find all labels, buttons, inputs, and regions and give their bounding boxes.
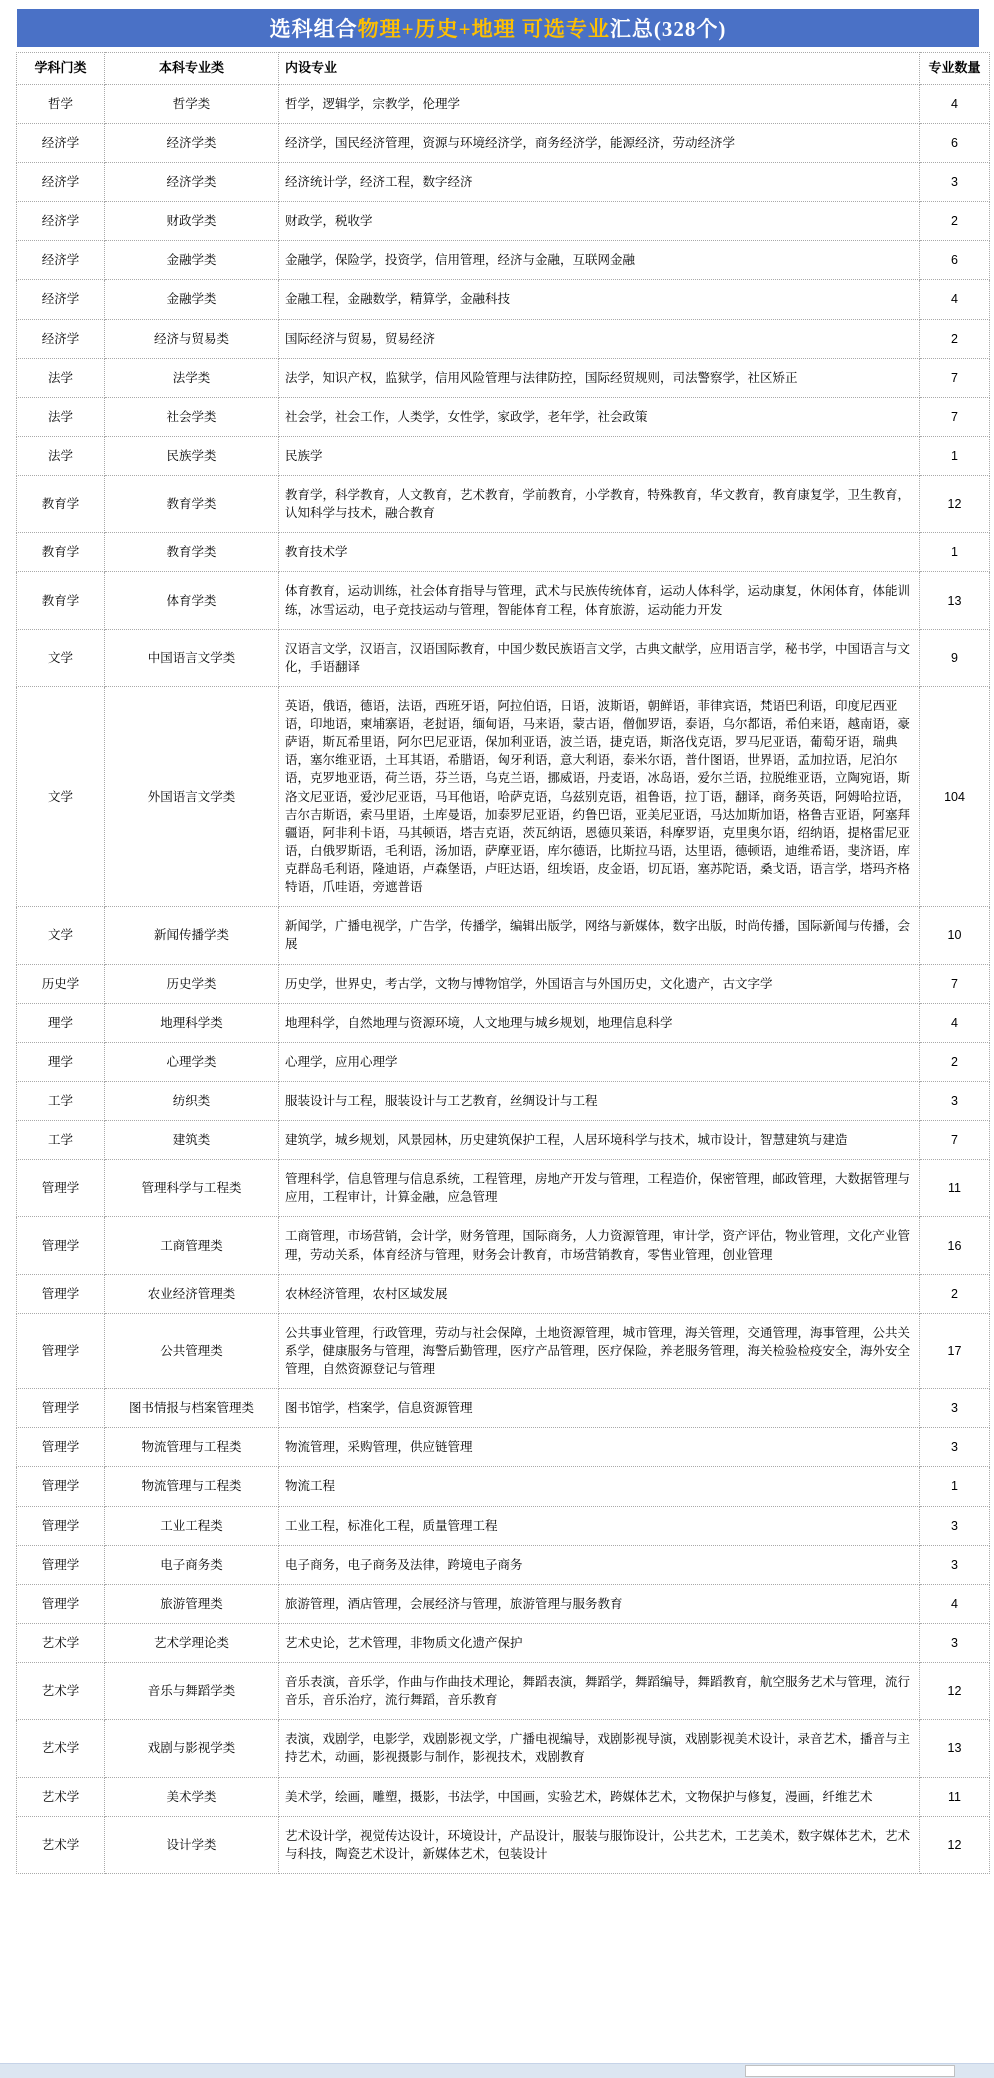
major-count-cell: 1 xyxy=(920,1467,990,1506)
major-count-cell: 7 xyxy=(920,1121,990,1160)
major-class-cell: 金融学类 xyxy=(105,241,279,280)
major-count-cell: 3 xyxy=(920,1506,990,1545)
table-row xyxy=(17,163,990,202)
major-class-cell: 公共管理类 xyxy=(105,1313,279,1388)
major-count-cell: 4 xyxy=(920,1003,990,1042)
majors-cell: 物流工程 xyxy=(279,1467,920,1506)
table-row xyxy=(17,241,990,280)
subject-category-cell: 法学 xyxy=(17,397,105,436)
majors-cell: 金融学，保险学，投资学，信用管理，经济与金融，互联网金融 xyxy=(279,241,920,280)
title-bar xyxy=(17,9,979,47)
table-row xyxy=(17,1003,990,1042)
table-row xyxy=(17,572,990,629)
major-class-cell: 历史学类 xyxy=(105,964,279,1003)
major-count-cell: 2 xyxy=(920,1042,990,1081)
subject-category-cell: 管理学 xyxy=(17,1584,105,1623)
table-row xyxy=(17,319,990,358)
subject-category-cell: 教育学 xyxy=(17,533,105,572)
major-class-cell: 音乐与舞蹈学类 xyxy=(105,1663,279,1720)
majors-cell: 美术学，绘画，雕塑，摄影，书法学，中国画，实验艺术，跨媒体艺术，文物保护与修复，漫画，纤维艺术 xyxy=(279,1777,920,1816)
majors-cell: 农林经济管理，农村区域发展 xyxy=(279,1274,920,1313)
table-row xyxy=(17,280,990,319)
major-count-cell: 4 xyxy=(920,84,990,123)
major-count-cell: 1 xyxy=(920,436,990,475)
major-class-cell: 新闻传播学类 xyxy=(105,907,279,964)
majors-cell: 工商管理，市场营销，会计学，财务管理，国际商务，人力资源管理，审计学，资产评估，物业管理，文化产业管理，劳动关系，体育经济与管理，财务会计教育，市场营销教育，零售业管理，创业管理 xyxy=(279,1217,920,1274)
majors-cell: 哲学，逻辑学，宗教学，伦理学 xyxy=(279,84,920,123)
subject-category-cell: 管理学 xyxy=(17,1217,105,1274)
subject-category-cell: 经济学 xyxy=(17,123,105,162)
major-class-cell: 戏剧与影视学类 xyxy=(105,1720,279,1777)
majors-cell: 教育技术学 xyxy=(279,533,920,572)
majors-cell: 艺术史论，艺术管理，非物质文化遗产保护 xyxy=(279,1623,920,1662)
table-row xyxy=(17,1506,990,1545)
subject-category-cell: 艺术学 xyxy=(17,1816,105,1873)
major-count-cell: 12 xyxy=(920,1663,990,1720)
table-body xyxy=(17,84,990,1873)
majors-cell: 电子商务，电子商务及法律，跨境电子商务 xyxy=(279,1545,920,1584)
major-class-cell: 经济学类 xyxy=(105,123,279,162)
table-row xyxy=(17,629,990,686)
major-count-cell: 2 xyxy=(920,1274,990,1313)
subject-category-cell: 管理学 xyxy=(17,1506,105,1545)
major-class-cell: 工商管理类 xyxy=(105,1217,279,1274)
major-class-cell: 体育学类 xyxy=(105,572,279,629)
major-class-cell: 物流管理与工程类 xyxy=(105,1428,279,1467)
major-class-cell: 设计学类 xyxy=(105,1816,279,1873)
majors-cell: 经济学，国民经济管理，资源与环境经济学，商务经济学，能源经济，劳动经济学 xyxy=(279,123,920,162)
major-class-cell: 农业经济管理类 xyxy=(105,1274,279,1313)
majors-cell: 法学，知识产权，监狱学，信用风险管理与法律防控，国际经贸规则，司法警察学，社区矫正 xyxy=(279,358,920,397)
major-class-cell: 工业工程类 xyxy=(105,1506,279,1545)
major-count-cell: 12 xyxy=(920,1816,990,1873)
major-class-cell: 财政学类 xyxy=(105,202,279,241)
major-class-cell: 教育学类 xyxy=(105,533,279,572)
subject-category-cell: 文学 xyxy=(17,629,105,686)
major-count-cell: 3 xyxy=(920,1428,990,1467)
major-count-cell: 3 xyxy=(920,1081,990,1120)
subject-category-cell: 文学 xyxy=(17,686,105,906)
majors-cell: 民族学 xyxy=(279,436,920,475)
major-class-cell: 艺术学理论类 xyxy=(105,1623,279,1662)
subject-category-cell: 理学 xyxy=(17,1042,105,1081)
majors-cell: 图书馆学，档案学，信息资源管理 xyxy=(279,1389,920,1428)
major-class-cell: 经济学类 xyxy=(105,163,279,202)
major-class-cell: 建筑类 xyxy=(105,1121,279,1160)
major-class-cell: 教育学类 xyxy=(105,476,279,533)
subject-category-cell: 管理学 xyxy=(17,1274,105,1313)
majors-cell: 工业工程，标准化工程，质量管理工程 xyxy=(279,1506,920,1545)
major-count-cell: 12 xyxy=(920,476,990,533)
table-row xyxy=(17,1467,990,1506)
subject-category-cell: 文学 xyxy=(17,907,105,964)
major-class-cell: 哲学类 xyxy=(105,84,279,123)
subject-category-cell: 教育学 xyxy=(17,572,105,629)
table-row xyxy=(17,907,990,964)
major-class-cell: 法学类 xyxy=(105,358,279,397)
table-row xyxy=(17,202,990,241)
subject-category-cell: 经济学 xyxy=(17,202,105,241)
major-class-cell: 管理科学与工程类 xyxy=(105,1160,279,1217)
major-class-cell: 美术学类 xyxy=(105,1777,279,1816)
major-count-cell: 4 xyxy=(920,280,990,319)
subject-category-cell: 理学 xyxy=(17,1003,105,1042)
major-class-cell: 电子商务类 xyxy=(105,1545,279,1584)
table-row xyxy=(17,1584,990,1623)
major-class-cell: 图书情报与档案管理类 xyxy=(105,1389,279,1428)
subject-category-cell: 经济学 xyxy=(17,319,105,358)
subject-category-cell: 管理学 xyxy=(17,1313,105,1388)
subject-category-cell: 教育学 xyxy=(17,476,105,533)
majors-cell: 财政学，税收学 xyxy=(279,202,920,241)
subject-category-cell: 艺术学 xyxy=(17,1663,105,1720)
column-header-subject-category: 学科门类 xyxy=(17,53,105,85)
subject-category-cell: 管理学 xyxy=(17,1467,105,1506)
table-row xyxy=(17,1217,990,1274)
subject-category-cell: 艺术学 xyxy=(17,1777,105,1816)
major-count-cell: 6 xyxy=(920,123,990,162)
subject-category-cell: 艺术学 xyxy=(17,1720,105,1777)
majors-cell: 英语，俄语，德语，法语，西班牙语，阿拉伯语，日语，波斯语，朝鲜语，菲律宾语，梵语巴利语，印度尼西亚语，印地语，柬埔寨语，老挝语，缅甸语，马来语，蒙古语，僧伽罗语，泰语，乌尔都语，希伯来语，越南语，豪萨语，斯瓦希里语，阿尔巴尼亚语，保加利亚语，波兰语，捷克语，斯洛伐克语，罗马尼亚语，葡萄牙语，瑞典语，塞尔维亚语，土耳其语，希腊语，匈牙利语，意大利语，泰米尔语，普什图语，世界语，孟加拉语，尼泊尔语，克罗地亚语，荷兰语，芬兰语，乌克兰语，挪威语，丹麦语，冰岛语，爱尔兰语，拉脱维亚语，立陶宛语，斯洛文尼亚语，爱沙尼亚语，马耳他语，哈萨克语，乌兹别克语，祖鲁语，拉丁语，翻译，商务英语，阿姆哈拉语，吉尔吉斯语，索马里语，土库曼语，加泰罗尼亚语，约鲁巴语，亚美尼亚语，马达加斯加语，格鲁吉亚语，阿塞拜疆语，阿非利卡语，马其顿语，塔吉克语，茨瓦纳语，恩德贝莱语，科摩罗语，克里奥尔语，绍纳语，提格雷尼亚语，白俄罗斯语，毛利语，汤加语，萨摩亚语，库尔德语，比斯拉马语，达里语，德顿语，迪维希语，斐济语，库克群岛毛利语，隆迪语，卢森堡语，卢旺达语，纽埃语，皮金语，切瓦语，塞苏陀语，桑戈语，语言学，塔玛齐格特语，爪哇语，旁遮普语 xyxy=(279,686,920,906)
table-row xyxy=(17,123,990,162)
majors-cell: 金融工程，金融数学，精算学，金融科技 xyxy=(279,280,920,319)
majors-table xyxy=(16,52,990,1874)
majors-cell: 管理科学，信息管理与信息系统，工程管理，房地产开发与管理，工程造价，保密管理，邮政管理，大数据管理与应用，工程审计，计算金融，应急管理 xyxy=(279,1160,920,1217)
table-row xyxy=(17,358,990,397)
table-row xyxy=(17,686,990,906)
table-row xyxy=(17,476,990,533)
title-highlight: 物理+历史+地理 可选专业 xyxy=(357,17,610,41)
majors-cell: 音乐表演，音乐学，作曲与作曲技术理论，舞蹈表演，舞蹈学，舞蹈编导，舞蹈教育，航空服务艺术与管理，流行音乐，音乐治疗，流行舞蹈，音乐教育 xyxy=(279,1663,920,1720)
majors-cell: 心理学，应用心理学 xyxy=(279,1042,920,1081)
major-count-cell: 6 xyxy=(920,241,990,280)
subject-category-cell: 管理学 xyxy=(17,1428,105,1467)
major-count-cell: 2 xyxy=(920,202,990,241)
table-row xyxy=(17,1816,990,1873)
table-row xyxy=(17,1274,990,1313)
table-row xyxy=(17,1428,990,1467)
subject-category-cell: 管理学 xyxy=(17,1389,105,1428)
header-row xyxy=(17,53,990,85)
table-row xyxy=(17,1313,990,1388)
horizontal-scrollbar-thumb[interactable] xyxy=(745,2065,955,2077)
major-count-cell: 7 xyxy=(920,358,990,397)
majors-cell: 历史学，世界史，考古学，文物与博物馆学，外国语言与外国历史，文化遗产，古文字学 xyxy=(279,964,920,1003)
major-count-cell: 10 xyxy=(920,907,990,964)
major-count-cell: 17 xyxy=(920,1313,990,1388)
table-row xyxy=(17,1777,990,1816)
major-count-cell: 9 xyxy=(920,629,990,686)
subject-category-cell: 哲学 xyxy=(17,84,105,123)
major-class-cell: 旅游管理类 xyxy=(105,1584,279,1623)
majors-cell: 新闻学，广播电视学，广告学，传播学，编辑出版学，网络与新媒体，数字出版，时尚传播，国际新闻与传播，会展 xyxy=(279,907,920,964)
major-count-cell: 13 xyxy=(920,572,990,629)
subject-category-cell: 管理学 xyxy=(17,1545,105,1584)
subject-category-cell: 工学 xyxy=(17,1121,105,1160)
major-count-cell: 104 xyxy=(920,686,990,906)
column-header-major-count: 专业数量 xyxy=(920,53,990,85)
column-header-majors: 内设专业 xyxy=(279,53,920,85)
major-count-cell: 16 xyxy=(920,1217,990,1274)
major-class-cell: 外国语言文学类 xyxy=(105,686,279,906)
major-class-cell: 金融学类 xyxy=(105,280,279,319)
subject-category-cell: 法学 xyxy=(17,358,105,397)
majors-cell: 教育学，科学教育，人文教育，艺术教育，学前教育，小学教育，特殊教育，华文教育，教育康复学，卫生教育，认知科学与技术，融合教育 xyxy=(279,476,920,533)
major-class-cell: 心理学类 xyxy=(105,1042,279,1081)
major-count-cell: 7 xyxy=(920,397,990,436)
table-row xyxy=(17,1389,990,1428)
subject-category-cell: 经济学 xyxy=(17,241,105,280)
subject-category-cell: 经济学 xyxy=(17,280,105,319)
column-header-major-class: 本科专业类 xyxy=(105,53,279,85)
majors-cell: 物流管理，采购管理，供应链管理 xyxy=(279,1428,920,1467)
major-class-cell: 地理科学类 xyxy=(105,1003,279,1042)
subject-category-cell: 工学 xyxy=(17,1081,105,1120)
major-class-cell: 纺织类 xyxy=(105,1081,279,1120)
majors-cell: 服装设计与工程，服装设计与工艺教育，丝绸设计与工程 xyxy=(279,1081,920,1120)
majors-cell: 公共事业管理，行政管理，劳动与社会保障，土地资源管理，城市管理，海关管理，交通管理，海事管理，公共关系学，健康服务与管理，海警后勤管理，医疗产品管理，医疗保险，养老服务管理，海关检验检疫安全，海外安全管理，自然资源登记与管理 xyxy=(279,1313,920,1388)
subject-category-cell: 经济学 xyxy=(17,163,105,202)
table-row xyxy=(17,1720,990,1777)
table-row xyxy=(17,1545,990,1584)
major-count-cell: 2 xyxy=(920,319,990,358)
subject-category-cell: 艺术学 xyxy=(17,1623,105,1662)
majors-cell: 国际经济与贸易，贸易经济 xyxy=(279,319,920,358)
subject-category-cell: 历史学 xyxy=(17,964,105,1003)
majors-cell: 经济统计学，经济工程，数字经济 xyxy=(279,163,920,202)
page xyxy=(0,9,994,2078)
majors-cell: 社会学，社会工作，人类学，女性学，家政学，老年学，社会政策 xyxy=(279,397,920,436)
majors-cell: 体育教育，运动训练，社会体育指导与管理，武术与民族传统体育，运动人体科学，运动康复，休闲体育，体能训练，冰雪运动，电子竞技运动与管理，智能体育工程，体育旅游，运动能力开发 xyxy=(279,572,920,629)
table-row xyxy=(17,964,990,1003)
table-row xyxy=(17,84,990,123)
major-count-cell: 3 xyxy=(920,1389,990,1428)
major-count-cell: 11 xyxy=(920,1160,990,1217)
title-prefix: 选科组合 xyxy=(269,17,358,41)
major-count-cell: 3 xyxy=(920,163,990,202)
major-class-cell: 中国语言文学类 xyxy=(105,629,279,686)
footer-strip xyxy=(0,2063,994,2078)
majors-cell: 艺术设计学，视觉传达设计，环境设计，产品设计，服装与服饰设计，公共艺术，工艺美术，数字媒体艺术，艺术与科技，陶瓷艺术设计，新媒体艺术，包装设计 xyxy=(279,1816,920,1873)
major-count-cell: 3 xyxy=(920,1545,990,1584)
table-row xyxy=(17,1081,990,1120)
table-row xyxy=(17,1042,990,1081)
title-suffix: 汇总(328个) xyxy=(609,17,727,41)
majors-cell: 建筑学，城乡规划，风景园林，历史建筑保护工程，人居环境科学与技术，城市设计，智慧建筑与建造 xyxy=(279,1121,920,1160)
table-row xyxy=(17,1121,990,1160)
table-row xyxy=(17,1663,990,1720)
major-class-cell: 经济与贸易类 xyxy=(105,319,279,358)
major-count-cell: 11 xyxy=(920,1777,990,1816)
table-row xyxy=(17,436,990,475)
majors-cell: 表演，戏剧学，电影学，戏剧影视文学，广播电视编导，戏剧影视导演，戏剧影视美术设计，录音艺术，播音与主持艺术，动画，影视摄影与制作，影视技术，戏剧教育 xyxy=(279,1720,920,1777)
major-count-cell: 7 xyxy=(920,964,990,1003)
major-count-cell: 13 xyxy=(920,1720,990,1777)
major-class-cell: 物流管理与工程类 xyxy=(105,1467,279,1506)
majors-cell: 汉语言文学，汉语言，汉语国际教育，中国少数民族语言文学，古典文献学，应用语言学，秘书学，中国语言与文化，手语翻译 xyxy=(279,629,920,686)
subject-category-cell: 法学 xyxy=(17,436,105,475)
table-row xyxy=(17,1623,990,1662)
subject-category-cell: 管理学 xyxy=(17,1160,105,1217)
major-class-cell: 社会学类 xyxy=(105,397,279,436)
table-row xyxy=(17,1160,990,1217)
table-row xyxy=(17,533,990,572)
major-count-cell: 4 xyxy=(920,1584,990,1623)
majors-cell: 旅游管理，酒店管理，会展经济与管理，旅游管理与服务教育 xyxy=(279,1584,920,1623)
table-row xyxy=(17,397,990,436)
major-count-cell: 3 xyxy=(920,1623,990,1662)
major-count-cell: 1 xyxy=(920,533,990,572)
majors-cell: 地理科学，自然地理与资源环境，人文地理与城乡规划，地理信息科学 xyxy=(279,1003,920,1042)
major-class-cell: 民族学类 xyxy=(105,436,279,475)
